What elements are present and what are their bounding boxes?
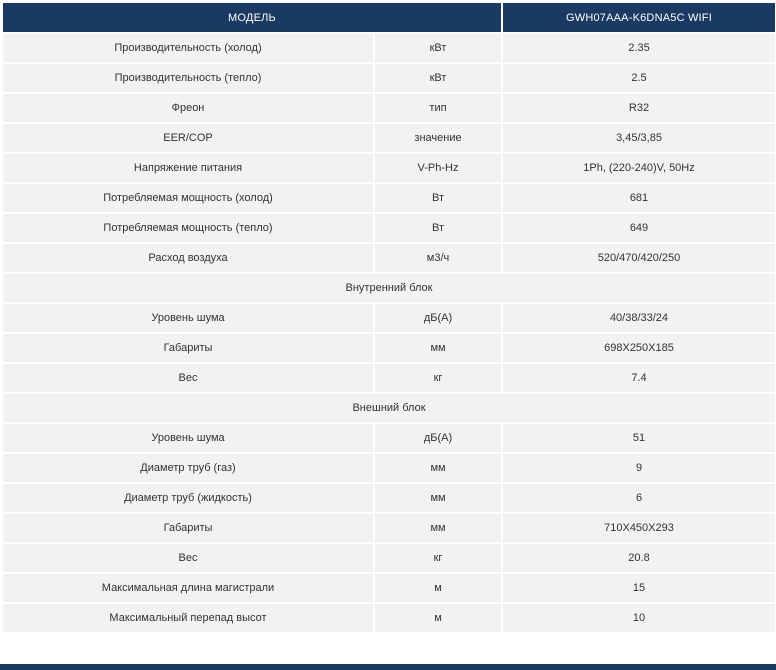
param-name: Диаметр труб (газ) xyxy=(3,454,373,482)
table-row xyxy=(3,244,775,272)
param-unit: м3/ч xyxy=(375,244,501,272)
table-row xyxy=(3,154,775,182)
table-row xyxy=(3,604,775,632)
param-unit: кВт xyxy=(375,64,501,92)
param-unit: мм xyxy=(375,514,501,542)
table-row xyxy=(3,544,775,572)
table-row xyxy=(3,124,775,152)
param-name: Фреон xyxy=(3,94,373,122)
table-row xyxy=(3,184,775,212)
param-unit: тип xyxy=(375,94,501,122)
param-value: 698X250X185 xyxy=(503,334,775,362)
param-name: Производительность (тепло) xyxy=(3,64,373,92)
model-label: МОДЕЛЬ xyxy=(3,3,501,32)
specifications-table xyxy=(1,1,776,634)
param-name: Уровень шума xyxy=(3,304,373,332)
param-name: Уровень шума xyxy=(3,424,373,452)
param-unit: дБ(А) xyxy=(375,304,501,332)
param-value: 15 xyxy=(503,574,775,602)
param-value: 7.4 xyxy=(503,364,775,392)
table-row xyxy=(3,304,775,332)
param-name: Максимальная длина магистрали xyxy=(3,574,373,602)
param-value: 710X450X293 xyxy=(503,514,775,542)
table-row xyxy=(3,484,775,512)
section-row-indoor xyxy=(3,274,775,302)
param-value: 51 xyxy=(503,424,775,452)
param-unit: Вт xyxy=(375,214,501,242)
param-unit: мм xyxy=(375,454,501,482)
param-name: Максимальный перепад высот xyxy=(3,604,373,632)
table-row xyxy=(3,514,775,542)
param-unit: кВт xyxy=(375,34,501,62)
param-unit: дБ(А) xyxy=(375,424,501,452)
param-unit: м xyxy=(375,574,501,602)
param-unit: мм xyxy=(375,484,501,512)
table-header-row xyxy=(3,3,775,32)
param-value: 6 xyxy=(503,484,775,512)
param-name: Производительность (холод) xyxy=(3,34,373,62)
param-unit: значение xyxy=(375,124,501,152)
table-row xyxy=(3,424,775,452)
table-row xyxy=(3,454,775,482)
table-row xyxy=(3,64,775,92)
param-value: 9 xyxy=(503,454,775,482)
param-name: Вес xyxy=(3,544,373,572)
param-value: 681 xyxy=(503,184,775,212)
param-unit: м xyxy=(375,604,501,632)
param-name: Вес xyxy=(3,364,373,392)
param-unit: Вт xyxy=(375,184,501,212)
param-value: 2.5 xyxy=(503,64,775,92)
param-name: Потребляемая мощность (холод) xyxy=(3,184,373,212)
param-name: Напряжение питания xyxy=(3,154,373,182)
param-name: Диаметр труб (жидкость) xyxy=(3,484,373,512)
param-value: 520/470/420/250 xyxy=(503,244,775,272)
table-row xyxy=(3,214,775,242)
param-value: 3,45/3,85 xyxy=(503,124,775,152)
param-name: Габариты xyxy=(3,334,373,362)
section-title-outdoor: Внешний блок xyxy=(3,394,775,422)
param-value: 649 xyxy=(503,214,775,242)
table-row xyxy=(3,334,775,362)
param-value: 40/38/33/24 xyxy=(503,304,775,332)
param-value: 2.35 xyxy=(503,34,775,62)
section-row-outdoor xyxy=(3,394,775,422)
footer-bar xyxy=(0,664,776,670)
param-name: Габариты xyxy=(3,514,373,542)
table-row xyxy=(3,364,775,392)
param-value: R32 xyxy=(503,94,775,122)
param-unit: мм xyxy=(375,334,501,362)
param-value: 1Ph, (220-240)V, 50Hz xyxy=(503,154,775,182)
param-name: EER/COP xyxy=(3,124,373,152)
param-name: Расход воздуха xyxy=(3,244,373,272)
table-row xyxy=(3,34,775,62)
param-value: 10 xyxy=(503,604,775,632)
param-name: Потребляемая мощность (тепло) xyxy=(3,214,373,242)
param-unit: V-Ph-Hz xyxy=(375,154,501,182)
section-title-indoor: Внутренний блок xyxy=(3,274,775,302)
param-unit: кг xyxy=(375,544,501,572)
model-value: GWH07AAA-K6DNA5C WIFI xyxy=(503,3,775,32)
param-value: 20.8 xyxy=(503,544,775,572)
table-row xyxy=(3,94,775,122)
param-unit: кг xyxy=(375,364,501,392)
table-row xyxy=(3,574,775,602)
